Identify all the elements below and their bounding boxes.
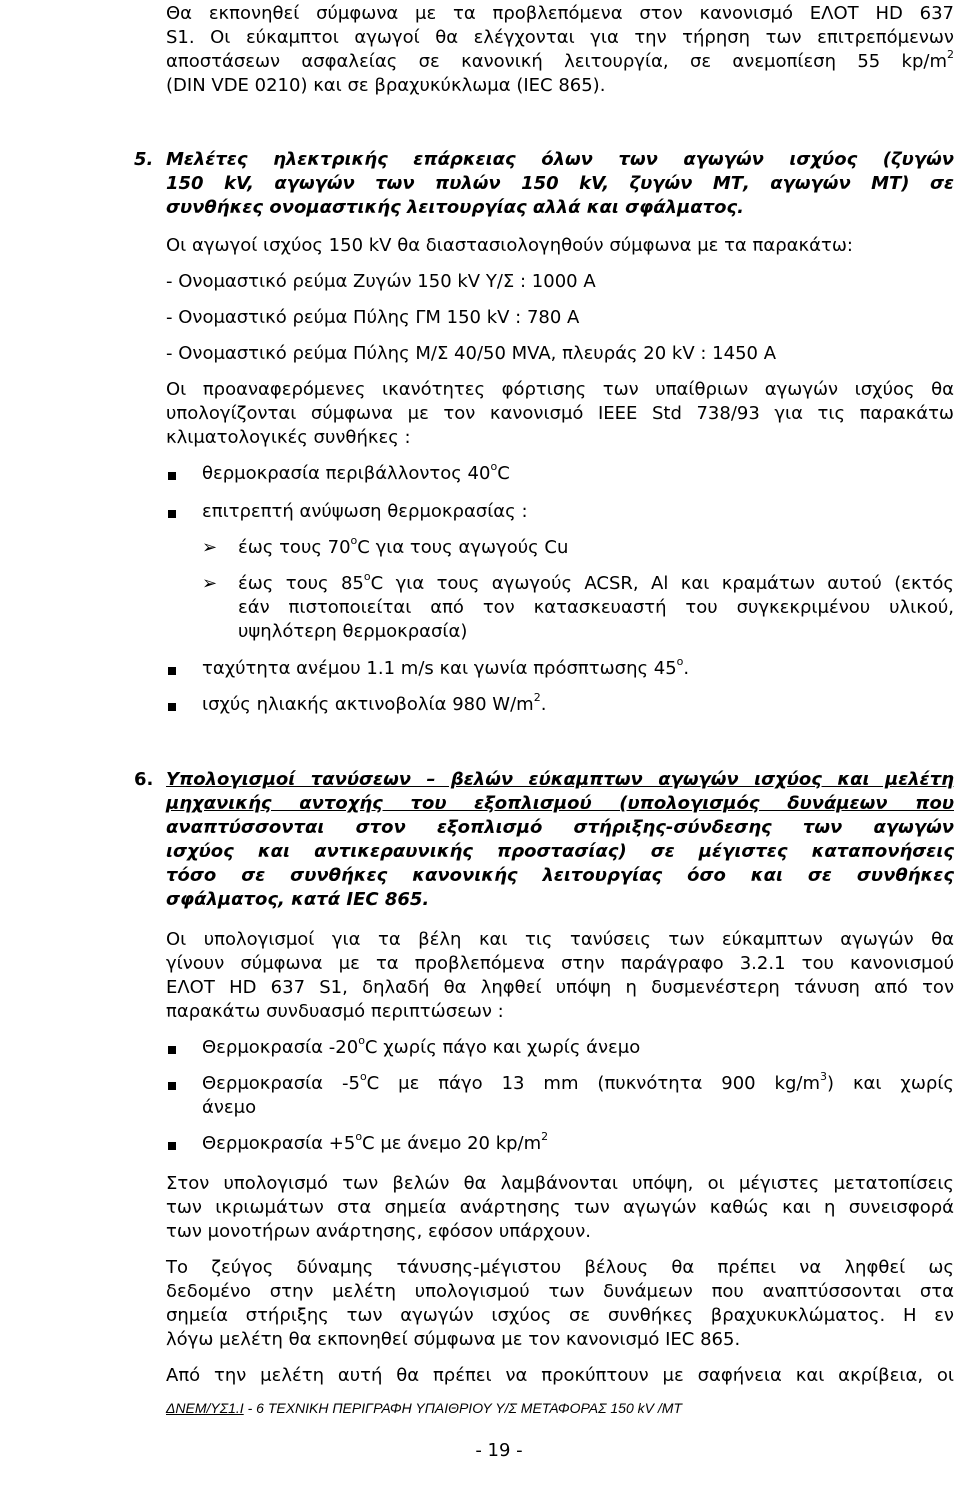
arrow-item-acsr-line-1: έως τους 85$^o$C για τους αγωγούς ACSR, Al και κραμάτων αυτού (εκτός (238, 570, 954, 594)
page-number: - 19 - (475, 1440, 523, 1461)
section6-paragraph-1-line-2: γίνουν σύμφωνα με τα προβλεπόμενα στην παράγραφο 3.2.1 του κανονισμού (166, 953, 954, 974)
section6-paragraph-1-line-1: Οι υπολογισμοί για τα βέλη και τις τανύσεις των εύκαμπτων αγωγών θα (166, 929, 954, 950)
section6-paragraph-2-line-3: των μονοτήρων ανάρτησης, εφόσον υπάρχουν. (166, 1221, 591, 1242)
bullet-temperature: θερμοκρασία περιβάλλοντος 40$^o$C (202, 460, 510, 484)
dash-item-1: - Ονομαστικό ρεύμα Ζυγών 150 kV Υ/Σ : 1000 Α (166, 271, 596, 292)
section6-number: 6. (134, 769, 154, 790)
section6-paragraph-3-line-4: λόγω μελέτη θα εκπονηθεί σύμφωνα με τον κανονισμό IEC 865. (166, 1329, 741, 1350)
case-minus-5-line-1: Θερμοκρασία -5$^o$C με πάγο 13 mm (πυκνότητα 900 $kg/m^3$) και χωρίς (202, 1070, 954, 1094)
arrow-item-cu: έως τους 70$^o$C για τους αγωγούς Cu (238, 534, 569, 558)
intro-line-2: S1. Οι εύκαμπτοι αγωγοί θα ελέγχονται για την τήρηση των επιτρεπόμενων (166, 27, 954, 48)
section6-heading-line-5: τόσο σε συνθήκες κανονικής λειτουργίας όσο και σε συνθήκες (166, 865, 954, 886)
case-plus-5: $\Theta\varepsilon\rho\mu o\kappa\rho\alpha\sigma ί\alpha +5^oC$ με άνεμο 20 $kp/m^2$ (202, 1130, 549, 1154)
arrow-bullet-icon: ➢ (202, 537, 218, 558)
bullet-solar-radiation: ισχύς ηλιακής ακτινοβολία 980 $W/m^2$. (202, 691, 547, 715)
section5-paragraph-2-line-2: υπολογίζονται σύμφωνα με τον κανονισμό IEEE Std 738/93 για τις παρακάτω (166, 403, 954, 424)
section6-paragraph-2-line-2: των ικριωμάτων στα σημεία ανάρτησης των αγωγών καθώς και η συνεισφορά (166, 1197, 954, 1218)
section6-paragraph-4-line-1: Από την μελέτη αυτή θα πρέπει να προκύπτουν με σαφήνεια και ακρίβεια, οι (166, 1365, 954, 1386)
section5-number: 5. (134, 149, 154, 170)
section6-paragraph-2-line-1: Στον υπολογισμό των βελών θα λαμβάνονται υπόψη, οι μέγιστες μετατοπίσεις (166, 1173, 954, 1194)
section6-paragraph-1-line-3: ΕΛΟΤ HD 637 S1, δηλαδή θα ληφθεί υπόψη η δυσμενέστερη τάνυση από τον (166, 977, 954, 998)
bullet-temperature-rise: επιτρεπτή ανύψωση θερμοκρασίας : (202, 501, 528, 522)
dash-item-3: - Ονομαστικό ρεύμα Πύλης Μ/Σ 40/50 MVA, πλευράς 20 kV : 1450 Α (166, 343, 777, 364)
intro-line-1: Θα εκπονηθεί σύμφωνα με τα προβλεπόμενα στον κανονισμό ΕΛΟΤ HD 637 (166, 3, 954, 24)
dash-item-2: - Ονομαστικό ρεύμα Πύλης ΓΜ 150 kV : 780 Α (166, 307, 580, 328)
section5-heading-line-2: 150 kV, αγωγών των πυλών 150 kV, ζυγών ΜΤ, αγωγών ΜΤ) σε (166, 173, 954, 194)
section6-heading-line-2: μηχανικής αντοχής του εξοπλισμού (υπολογισμός δυνάμεων που (166, 793, 954, 814)
section5-paragraph-2-line-1: Οι προαναφερόμενες ικανότητες φόρτισης των υπαίθριων αγωγών ισχύος θα (166, 379, 954, 400)
case-minus-20: Θερμοκρασία -20$^o$C χωρίς πάγο και χωρίς άνεμο (202, 1034, 641, 1058)
arrow-item-acsr-line-3: υψηλότερη θερμοκρασία) (238, 621, 468, 642)
section6-heading-line-6: σφάλματος, κατά IEC 865. (166, 889, 430, 910)
section6-paragraph-1-line-4: παρακάτω συνδυασμό περιπτώσεων : (166, 1001, 504, 1022)
section6-heading-line-4: ισχύος και αντικεραυνικής προστασίας) σε μέγιστες καταπονήσεις (166, 841, 954, 862)
bullet-wind-speed: ταχύτητα ανέμου 1.1 m/s και γωνία πρόσπτωσης 45$^o$. (202, 655, 690, 679)
arrow-item-acsr-line-2: εάν πιστοποιείται από τον κατασκευαστή του συγκεκριμένου υλικού, (238, 597, 954, 618)
section6-heading-line-3: αναπτύσσονται στον εξοπλισμό στήριξης-σύνδεσης των αγωγών (166, 817, 954, 838)
section5-paragraph-1: Οι αγωγοί ισχύος 150 kV θα διαστασιολογηθούν σύμφωνα με τα παρακάτω: (166, 235, 853, 256)
arrow-bullet-icon: ➢ (202, 573, 218, 594)
section5-heading-line-1: 5. Μελέτες ηλεκτρικής επάρκειας όλων των αγωγών ισχύος (ζυγών (134, 149, 954, 170)
section5-heading-line-3: συνθήκες ονομαστικής λειτουργίας αλλά και σφάλματος. (166, 197, 744, 218)
section6-paragraph-3-line-3: σημεία στήριξης των αγωγών ισχύος σε συνθήκες βραχυκυκλώματος. Η εν (166, 1305, 954, 1326)
case-minus-5-line-2: άνεμο (202, 1097, 257, 1118)
section6-heading-line-1: 6. Υπολογισμοί τανύσεων – βελών εύκαμπτων αγωγών ισχύος και μελέτη (134, 769, 954, 790)
section6-paragraph-3-line-2: δεδομένο στην μελέτη υπολογισμού των δυνάμεων που αναπτύσσονται στα (166, 1281, 954, 1302)
intro-line-3: αποστάσεων ασφαλείας σε κανονική λειτουργία, σε ανεμοπίεση 55 $kp/m^2$ (166, 48, 954, 72)
section5-paragraph-2-line-3: κλιματολογικές συνθήκες : (166, 427, 411, 448)
footer-area (134, 0, 954, 1492)
intro-line-4: (DIN VDE 0210) και σε βραχυκύκλωμα (IEC 865). (166, 75, 606, 96)
section6-paragraph-3-line-1: Το ζεύγος δύναμης τάνυσης-μέγιστου βέλους θα πρέπει να ληφθεί ως (166, 1257, 954, 1278)
page-footer: ΔΝΕΜ/ΥΣ1.Ι - 6 ΤΕΧΝΙΚΗ ΠΕΡΙΓΡΑΦΗ ΥΠΑΙΘΡΙΟΥ Υ/Σ ΜΕΤΑΦΟΡΑΣ 150 kV /ΜΤ (166, 1400, 682, 1416)
